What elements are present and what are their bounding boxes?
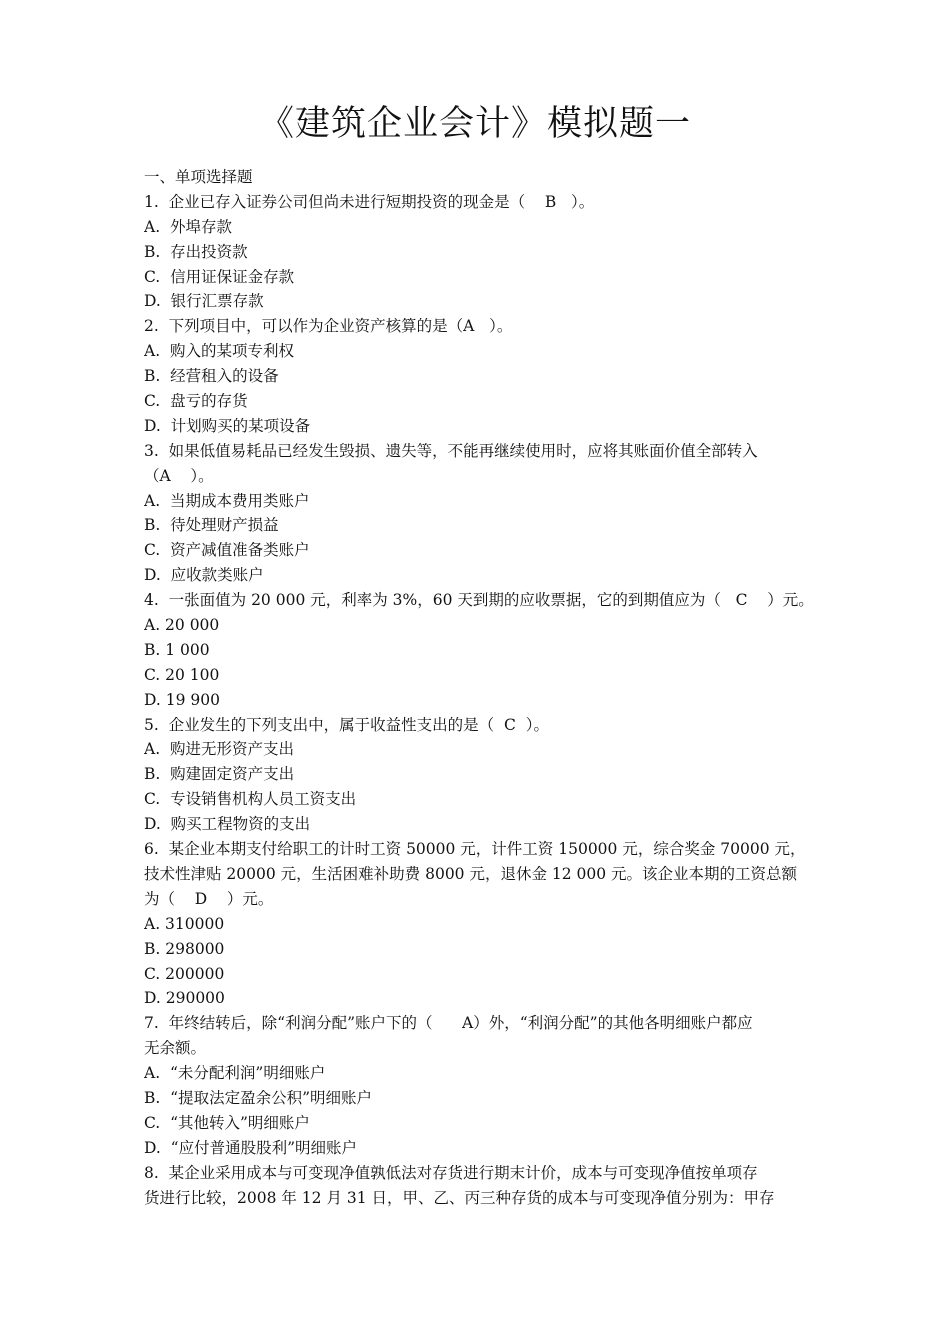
text-line: B. 经营租入的设备 bbox=[144, 367, 279, 386]
text-line: D. 19 900 bbox=[144, 690, 220, 709]
text-line: 无余额。 bbox=[144, 1039, 207, 1058]
text-line: （A ）。 bbox=[144, 466, 214, 485]
text-line: 技术性津贴 20000 元，生活困难补助费 8000 元，退休金 12 000 元。该企业本期的工资总额 bbox=[144, 864, 798, 883]
text-line: C. 20 100 bbox=[144, 665, 220, 684]
text-line: D. “应付普通股股利”明细账户 bbox=[144, 1138, 358, 1157]
text-line: 5. 企业发生的下列支出中，属于收益性支出的是（ C ）。 bbox=[144, 715, 549, 734]
text-line: C. 200000 bbox=[144, 964, 225, 983]
text-line: C. “其他转入”明细账户 bbox=[144, 1113, 310, 1132]
document-title: 《建筑企业会计》模拟题一 bbox=[258, 104, 691, 144]
text-line: 1. 企业已存入证券公司但尚未进行短期投资的现金是（ B ）。 bbox=[144, 192, 595, 211]
text-line: 一、单项选择题 bbox=[144, 168, 253, 186]
text-line: C. 信用证保证金存款 bbox=[144, 267, 295, 286]
text-line: A. 购入的某项专利权 bbox=[144, 342, 294, 361]
text-line: B. 存出投资款 bbox=[144, 242, 248, 261]
text-line: A. 外埠存款 bbox=[144, 217, 232, 236]
text-line: D. 290000 bbox=[144, 989, 225, 1008]
document-body bbox=[144, 165, 814, 1210]
text-line: 4. 一张面值为 20 000 元，利率为 3%，60 天到期的应收票据，它的到期值应为（ C ）元。 bbox=[144, 591, 814, 610]
text-line: D. 银行汇票存款 bbox=[144, 292, 264, 311]
text-line: 8. 某企业采用成本与可变现净值孰低法对存货进行期末计价，成本与可变现净值按单项存 bbox=[144, 1163, 758, 1182]
text-line: B. 298000 bbox=[144, 939, 225, 958]
text-line: 6. 某企业本期支付给职工的计时工资 50000 元，计件工资 150000 元，综合奖金 70000 元， bbox=[144, 840, 806, 859]
text-line: A. 20 000 bbox=[144, 616, 220, 635]
text-line: D. 应收款类账户 bbox=[144, 566, 264, 585]
text-line: B. 1 000 bbox=[144, 640, 210, 659]
text-line: B. 购建固定资产支出 bbox=[144, 765, 295, 784]
text-line: 7. 年终结转后，除“利润分配”账户下的（ A）外，“利润分配”的其他各明细账户都应 bbox=[144, 1014, 753, 1033]
text-line: 为（ D ）元。 bbox=[144, 889, 274, 908]
text-line: 3. 如果低值易耗品已经发生毁损、遗失等，不能再继续使用时，应将其账面价值全部转入 bbox=[144, 441, 758, 460]
text-line: A. 购进无形资产支出 bbox=[144, 740, 294, 759]
text-line: C. 资产减值准备类账户 bbox=[144, 541, 310, 560]
text-line: C. 专设销售机构人员工资支出 bbox=[144, 790, 357, 809]
text-line: B. 待处理财产损益 bbox=[144, 516, 279, 535]
text-line: A. 当期成本费用类账户 bbox=[144, 491, 310, 510]
text-line: D. 购买工程物资的支出 bbox=[144, 815, 311, 834]
text-line: D. 计划购买的某项设备 bbox=[144, 416, 311, 435]
text-line: 货进行比较，2008 年 12 月 31 日，甲、乙、丙三种存货的成本与可变现净值分别为：甲存 bbox=[144, 1188, 775, 1207]
text-line: A. “未分配利润”明细账户 bbox=[144, 1064, 326, 1083]
text-line: A. 310000 bbox=[144, 914, 225, 933]
text-line: C. 盘亏的存货 bbox=[144, 392, 248, 411]
text-line: 2. 下列项目中，可以作为企业资产核算的是（A ）。 bbox=[144, 317, 513, 336]
text-line: B. “提取法定盈余公积”明细账户 bbox=[144, 1088, 373, 1107]
